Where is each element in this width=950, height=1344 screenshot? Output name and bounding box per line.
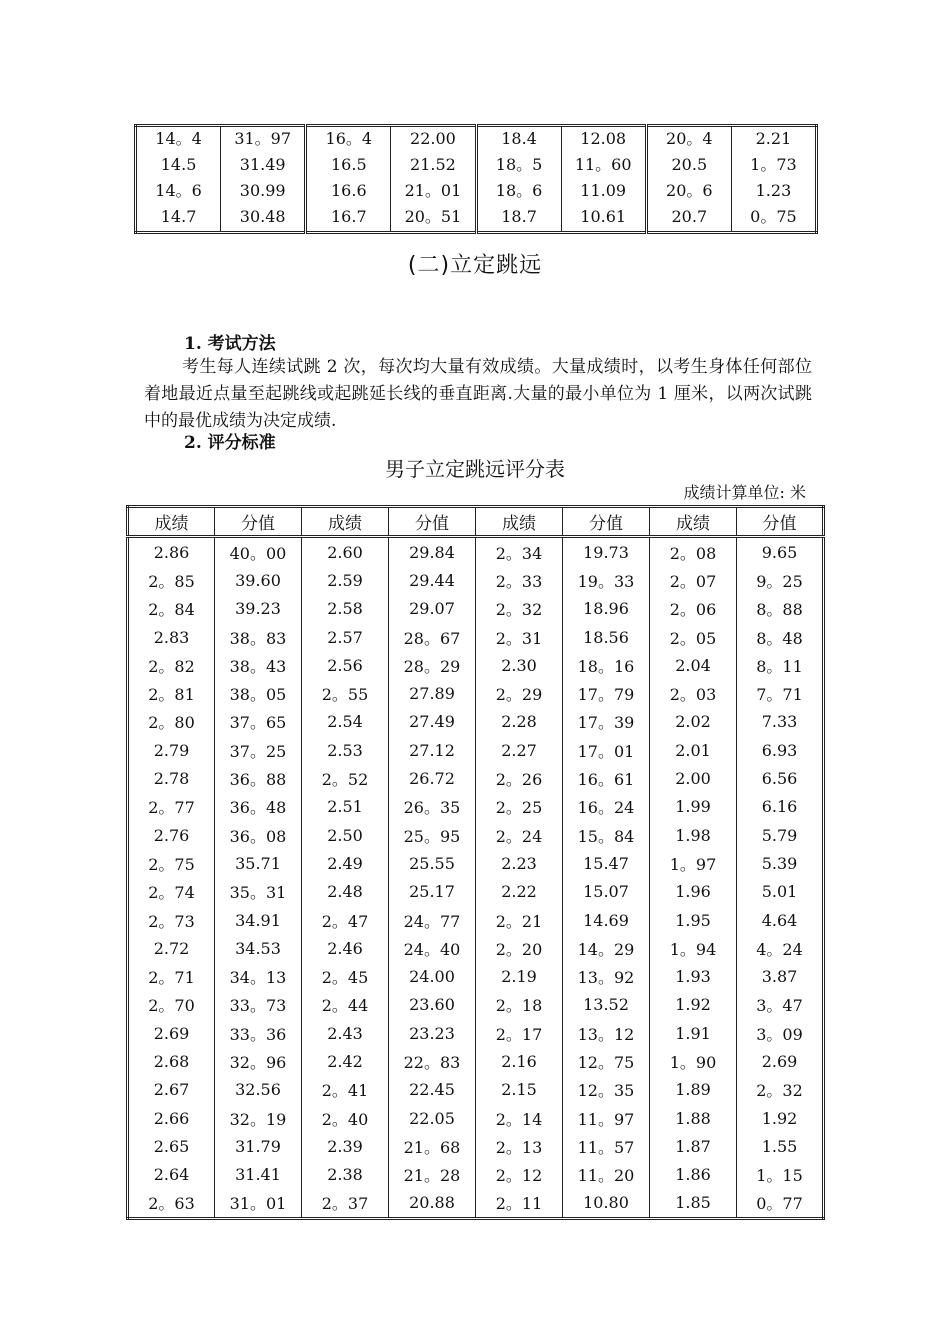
result-cell: 2。26: [476, 764, 563, 792]
result-cell: 2.65: [128, 1132, 215, 1160]
table-row: [128, 1161, 824, 1189]
score-cell: 11。20: [563, 1161, 650, 1189]
score-cell: 9.65: [737, 537, 824, 567]
score-cell: 25.55: [389, 849, 476, 877]
score-cell: 25.17: [389, 878, 476, 906]
result-cell: 2。74: [128, 878, 215, 906]
score-cell: 18。16: [563, 651, 650, 679]
score-cell: 35。31: [215, 878, 302, 906]
table-row: [128, 1189, 824, 1219]
score-cell: 1。15: [737, 1161, 824, 1189]
result-cell: 2。81: [128, 679, 215, 707]
result-cell: 2.60: [302, 537, 389, 567]
result-cell: 2。32: [476, 595, 563, 623]
result-cell: 18。6: [476, 179, 561, 205]
score-cell: 23.23: [389, 1019, 476, 1047]
result-cell: 2。31: [476, 623, 563, 651]
result-cell: 16.7: [306, 205, 391, 233]
score-cell: 7。71: [737, 679, 824, 707]
score-cell: 16。24: [563, 793, 650, 821]
score-cell: 17。39: [563, 708, 650, 736]
table-row: [128, 679, 824, 707]
score-cell: 10.80: [563, 1189, 650, 1219]
score-cell: 40。00: [215, 537, 302, 567]
result-cell: 1.89: [650, 1076, 737, 1104]
score-cell: 27.89: [389, 679, 476, 707]
score-cell: 36。08: [215, 821, 302, 849]
score-cell: 21。68: [389, 1132, 476, 1160]
result-cell: 2.51: [302, 793, 389, 821]
table-row: [136, 153, 817, 179]
result-cell: 14。4: [136, 126, 221, 154]
score-cell: 4。24: [737, 934, 824, 962]
header-result: 成绩: [476, 507, 563, 537]
result-cell: 2.38: [302, 1161, 389, 1189]
score-cell: 32。96: [215, 1047, 302, 1075]
result-cell: 2。45: [302, 962, 389, 990]
score-cell: 9。25: [737, 566, 824, 594]
result-cell: 2.39: [302, 1132, 389, 1160]
score-cell: 1.23: [731, 179, 816, 205]
score-cell: 1。73: [731, 153, 816, 179]
table-row: [128, 764, 824, 792]
result-cell: 2。84: [128, 595, 215, 623]
result-cell: 2。33: [476, 566, 563, 594]
result-cell: 2.49: [302, 849, 389, 877]
result-cell: 20.5: [646, 153, 731, 179]
table-row: [128, 595, 824, 623]
score-cell: 2.21: [731, 126, 816, 154]
result-cell: 2.48: [302, 878, 389, 906]
score-cell: 28。29: [389, 651, 476, 679]
score-cell: 15.07: [563, 878, 650, 906]
score-cell: 31.49: [221, 153, 306, 179]
score-cell: 6.16: [737, 793, 824, 821]
section-title: (二)立定跳远: [407, 253, 543, 278]
result-cell: 2。18: [476, 991, 563, 1019]
table-row: [128, 906, 824, 934]
result-cell: 2.22: [476, 878, 563, 906]
result-cell: 1.93: [650, 962, 737, 990]
header-score: 分值: [215, 507, 302, 537]
result-cell: 2。07: [650, 566, 737, 594]
table-row: [136, 205, 817, 233]
header-result: 成绩: [650, 507, 737, 537]
score-cell: 36。88: [215, 764, 302, 792]
score-cell: 12.08: [561, 126, 646, 154]
result-cell: 2.67: [128, 1076, 215, 1104]
score-cell: 12。35: [563, 1076, 650, 1104]
score-cell: 17。01: [563, 736, 650, 764]
result-cell: 18.7: [476, 205, 561, 233]
table-row: [128, 1047, 824, 1075]
table-row: [128, 623, 824, 651]
result-cell: 2。71: [128, 962, 215, 990]
score-cell: 6.56: [737, 764, 824, 792]
result-cell: 2.15: [476, 1076, 563, 1104]
score-cell: 37。65: [215, 708, 302, 736]
score-cell: 30.48: [221, 205, 306, 233]
result-cell: 2.43: [302, 1019, 389, 1047]
table-row: [128, 793, 824, 821]
result-cell: 2.56: [302, 651, 389, 679]
score-cell: 16。61: [563, 764, 650, 792]
result-cell: 2。75: [128, 849, 215, 877]
result-cell: 2。52: [302, 764, 389, 792]
score-cell: 18.96: [563, 595, 650, 623]
result-cell: 2.46: [302, 934, 389, 962]
score-cell: 5.01: [737, 878, 824, 906]
score-cell: 14。29: [563, 934, 650, 962]
result-cell: 2。80: [128, 708, 215, 736]
score-cell: 21.52: [391, 153, 476, 179]
result-cell: 2.54: [302, 708, 389, 736]
result-cell: 1.98: [650, 821, 737, 849]
table-row: [128, 708, 824, 736]
result-cell: 1.91: [650, 1019, 737, 1047]
result-cell: 2。21: [476, 906, 563, 934]
score-cell: 8。88: [737, 595, 824, 623]
score-cell: 12。75: [563, 1047, 650, 1075]
score-cell: 22.00: [391, 126, 476, 154]
score-cell: 31.41: [215, 1161, 302, 1189]
result-cell: 14。6: [136, 179, 221, 205]
score-cell: 29.84: [389, 537, 476, 567]
score-table-body: [128, 537, 824, 1219]
score-cell: 38。43: [215, 651, 302, 679]
score-cell: 18.56: [563, 623, 650, 651]
table-row: [128, 651, 824, 679]
result-cell: 2。06: [650, 595, 737, 623]
score-cell: 10.61: [561, 205, 646, 233]
score-cell: 11。57: [563, 1132, 650, 1160]
unit-note: 成绩计算单位: 米: [683, 483, 806, 502]
result-cell: 2。20: [476, 934, 563, 962]
result-cell: 2。44: [302, 991, 389, 1019]
result-cell: 2。70: [128, 991, 215, 1019]
table-row: [128, 736, 824, 764]
table-title: 男子立定跳远评分表: [385, 457, 565, 481]
result-cell: 2.79: [128, 736, 215, 764]
score-cell: 24。40: [389, 934, 476, 962]
table-row: [128, 849, 824, 877]
score-cell: 39.60: [215, 566, 302, 594]
result-cell: 2。17: [476, 1019, 563, 1047]
result-cell: 2.02: [650, 708, 737, 736]
score-cell: 0。77: [737, 1189, 824, 1219]
result-cell: 1.96: [650, 878, 737, 906]
result-cell: 2.57: [302, 623, 389, 651]
score-cell: 11。60: [561, 153, 646, 179]
standing-long-jump-score-table: [126, 505, 825, 1220]
result-cell: 2.16: [476, 1047, 563, 1075]
result-cell: 2.83: [128, 623, 215, 651]
result-cell: 2.30: [476, 651, 563, 679]
score-cell: 13。92: [563, 962, 650, 990]
header-score: 分值: [563, 507, 650, 537]
score-cell: 20。51: [391, 205, 476, 233]
score-cell: 13。12: [563, 1019, 650, 1047]
score-cell: 26.72: [389, 764, 476, 792]
header-score: 分值: [389, 507, 476, 537]
score-cell: 20.88: [389, 1189, 476, 1219]
table-row: [128, 537, 824, 567]
score-cell: 25。95: [389, 821, 476, 849]
result-cell: 2。41: [302, 1076, 389, 1104]
continued-score-table-body: [136, 126, 817, 233]
result-cell: 2.68: [128, 1047, 215, 1075]
score-cell: 34.91: [215, 906, 302, 934]
score-cell: 23.60: [389, 991, 476, 1019]
score-cell: 0。75: [731, 205, 816, 233]
result-cell: 2.27: [476, 736, 563, 764]
score-cell: 4.64: [737, 906, 824, 934]
table-row: [136, 179, 817, 205]
score-cell: 30.99: [221, 179, 306, 205]
result-cell: 16.6: [306, 179, 391, 205]
result-cell: 1.92: [650, 991, 737, 1019]
score-cell: 31。01: [215, 1189, 302, 1219]
result-cell: 2。14: [476, 1104, 563, 1132]
result-cell: 2.76: [128, 821, 215, 849]
result-cell: 2。13: [476, 1132, 563, 1160]
result-cell: 2.59: [302, 566, 389, 594]
result-cell: 20.7: [646, 205, 731, 233]
table-row: [128, 1019, 824, 1047]
score-cell: 28。67: [389, 623, 476, 651]
result-cell: 2.72: [128, 934, 215, 962]
score-cell: 32.56: [215, 1076, 302, 1104]
score-cell: 15.47: [563, 849, 650, 877]
score-cell: 27.12: [389, 736, 476, 764]
table-row: [128, 962, 824, 990]
result-cell: 1.88: [650, 1104, 737, 1132]
result-cell: 2。63: [128, 1189, 215, 1219]
score-cell: 36。48: [215, 793, 302, 821]
table-row: [128, 821, 824, 849]
result-cell: 2。29: [476, 679, 563, 707]
score-cell: 31。97: [221, 126, 306, 154]
result-cell: 2.23: [476, 849, 563, 877]
score-cell: 27.49: [389, 708, 476, 736]
score-cell: 29.44: [389, 566, 476, 594]
result-cell: 2.00: [650, 764, 737, 792]
result-cell: 2.58: [302, 595, 389, 623]
header-score: 分值: [737, 507, 824, 537]
result-cell: 14.7: [136, 205, 221, 233]
method-body: 考生每人连续试跳 2 次，每次均大量有效成绩。大量成绩时，以考生身体任何部位着地最近点量至起跳线或起跳延长线的垂直距离.大量的最小单位为 1 厘米，以两次试跳中的最优成绩为决定成绩.: [144, 357, 812, 431]
score-cell: 39.23: [215, 595, 302, 623]
score-cell: 35.71: [215, 849, 302, 877]
result-cell: 2.42: [302, 1047, 389, 1075]
table-row: [128, 991, 824, 1019]
score-cell: 24。77: [389, 906, 476, 934]
score-cell: 8。48: [737, 623, 824, 651]
result-cell: 1.86: [650, 1161, 737, 1189]
score-cell: 3。47: [737, 991, 824, 1019]
result-cell: 1。94: [650, 934, 737, 962]
result-cell: 20。4: [646, 126, 731, 154]
score-cell: 5.39: [737, 849, 824, 877]
result-cell: 18。5: [476, 153, 561, 179]
result-cell: 2.64: [128, 1161, 215, 1189]
result-cell: 2。82: [128, 651, 215, 679]
score-cell: 21。28: [389, 1161, 476, 1189]
score-cell: 31.79: [215, 1132, 302, 1160]
score-cell: 33。36: [215, 1019, 302, 1047]
score-cell: 7.33: [737, 708, 824, 736]
score-cell: 1.55: [737, 1132, 824, 1160]
score-cell: 38。83: [215, 623, 302, 651]
result-cell: 20。6: [646, 179, 731, 205]
result-cell: 2。73: [128, 906, 215, 934]
header-result: 成绩: [302, 507, 389, 537]
score-cell: 22.45: [389, 1076, 476, 1104]
table-row: [136, 126, 817, 154]
score-cell: 3。09: [737, 1019, 824, 1047]
score-cell: 1.92: [737, 1104, 824, 1132]
method-heading: 1. 考试方法: [184, 334, 276, 354]
score-cell: 32。19: [215, 1104, 302, 1132]
score-cell: 37。25: [215, 736, 302, 764]
score-cell: 24.00: [389, 962, 476, 990]
result-cell: 1.87: [650, 1132, 737, 1160]
score-cell: 33。73: [215, 991, 302, 1019]
score-cell: 21。01: [391, 179, 476, 205]
score-cell: 22.05: [389, 1104, 476, 1132]
result-cell: 2.04: [650, 651, 737, 679]
score-cell: 15。84: [563, 821, 650, 849]
score-cell: 26。35: [389, 793, 476, 821]
result-cell: 2。77: [128, 793, 215, 821]
result-cell: 2。08: [650, 537, 737, 567]
result-cell: 18.4: [476, 126, 561, 154]
score-cell: 34。13: [215, 962, 302, 990]
score-cell: 34.53: [215, 934, 302, 962]
score-cell: 8。11: [737, 651, 824, 679]
result-cell: 1.99: [650, 793, 737, 821]
result-cell: 2。03: [650, 679, 737, 707]
result-cell: 2。24: [476, 821, 563, 849]
result-cell: 2。34: [476, 537, 563, 567]
score-cell: 29.07: [389, 595, 476, 623]
result-cell: 2。05: [650, 623, 737, 651]
table-row: [128, 1076, 824, 1104]
result-cell: 2。11: [476, 1189, 563, 1219]
header-result: 成绩: [128, 507, 215, 537]
score-cell: 14.69: [563, 906, 650, 934]
result-cell: 2。85: [128, 566, 215, 594]
result-cell: 2.01: [650, 736, 737, 764]
result-cell: 2。12: [476, 1161, 563, 1189]
continued-score-table: [134, 124, 818, 234]
table-row: [128, 934, 824, 962]
score-cell: 19.73: [563, 537, 650, 567]
table-row: [128, 1132, 824, 1160]
score-cell: 5.79: [737, 821, 824, 849]
result-cell: 1.95: [650, 906, 737, 934]
result-cell: 2.78: [128, 764, 215, 792]
result-cell: 14.5: [136, 153, 221, 179]
score-cell: 11。97: [563, 1104, 650, 1132]
score-cell: 11.09: [561, 179, 646, 205]
result-cell: 2.66: [128, 1104, 215, 1132]
result-cell: 2.69: [128, 1019, 215, 1047]
score-cell: 38。05: [215, 679, 302, 707]
score-cell: 17。79: [563, 679, 650, 707]
result-cell: 2.28: [476, 708, 563, 736]
result-cell: 1。90: [650, 1047, 737, 1075]
result-cell: 1。97: [650, 849, 737, 877]
result-cell: 16。4: [306, 126, 391, 154]
score-cell: 2。32: [737, 1076, 824, 1104]
table-row: [128, 1104, 824, 1132]
result-cell: 2。40: [302, 1104, 389, 1132]
table-row: [128, 566, 824, 594]
result-cell: 2.86: [128, 537, 215, 567]
result-cell: 2。37: [302, 1189, 389, 1219]
score-cell: 13.52: [563, 991, 650, 1019]
result-cell: 1.85: [650, 1189, 737, 1219]
scoring-heading: 2. 评分标准: [184, 433, 276, 453]
result-cell: 2.53: [302, 736, 389, 764]
result-cell: 2.50: [302, 821, 389, 849]
score-cell: 22。83: [389, 1047, 476, 1075]
score-cell: 6.93: [737, 736, 824, 764]
result-cell: 2。47: [302, 906, 389, 934]
score-cell: 2.69: [737, 1047, 824, 1075]
table-row: [128, 878, 824, 906]
table-header-row: [128, 507, 824, 537]
result-cell: 16.5: [306, 153, 391, 179]
score-cell: 3.87: [737, 962, 824, 990]
result-cell: 2。55: [302, 679, 389, 707]
score-cell: 19。33: [563, 566, 650, 594]
result-cell: 2.19: [476, 962, 563, 990]
result-cell: 2。25: [476, 793, 563, 821]
